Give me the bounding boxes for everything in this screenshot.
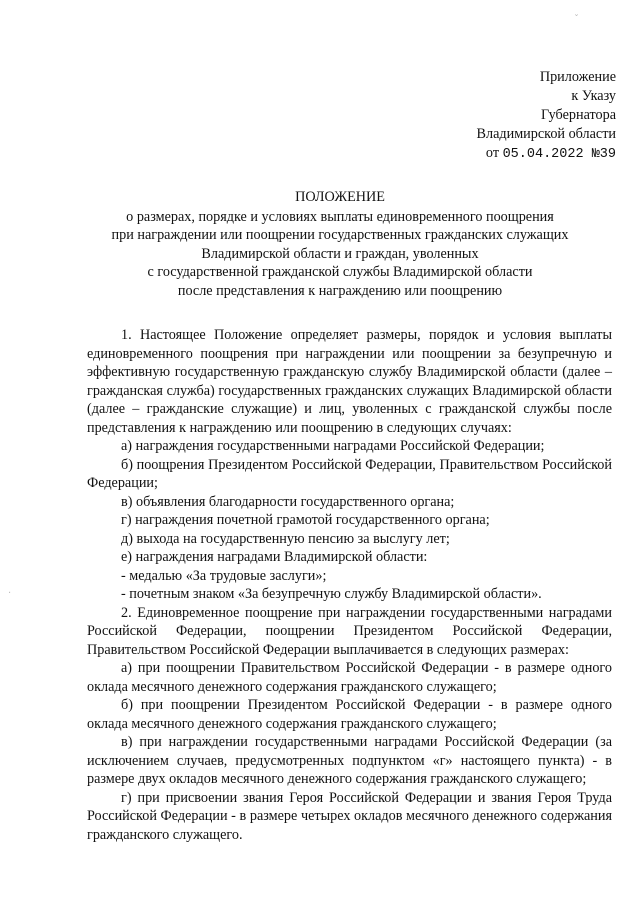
appendix-date-number: 05.04.2022 №39 xyxy=(502,147,616,162)
list-item: г) при присвоении звания Героя Российской Федерации и звания Героя Труда Российской Федерации - в размере четырех окладов месячного денежного содержания гражданского служащего. xyxy=(87,789,612,843)
appendix-line: Владимирской области xyxy=(476,126,616,142)
title-line: Владимирской области и граждан, уволенных xyxy=(201,245,479,262)
paragraph: 2. Единовременное поощрение при награждении государственными наградами Российской Федерации, поощрении Президентом Российской Федерации, Правительством Российской Федерации выплачивается в следующих размерах: xyxy=(87,604,612,658)
appendix-line: Губернатора xyxy=(540,107,616,123)
list-item: а) награждения государственными наградами Российской Федерации; xyxy=(121,438,545,454)
appendix-line: к Указу xyxy=(571,88,616,104)
paragraph: 1. Настоящее Положение определяет размеры, порядок и условия выплаты единовременного поощрения при награждении или поощрении за безупречную и эффективную государственную гражданскую службу Владимирской области (далее – гражданская служба) государственных гражданских служащих Владимирской области (далее – гражданские служащие) и лиц, уволенных с гражданской службы после представления к награждению или поощрению в следующих случаях: xyxy=(87,327,612,436)
list-item: в) объявления благодарности государственного органа; xyxy=(121,493,455,510)
list-item: б) при поощрении Президентом Российской Федерации - в размере одного оклада месячного денежного содержания гражданского служащего; xyxy=(87,697,612,732)
appendix-date xyxy=(477,144,616,164)
appendix-block xyxy=(477,68,616,164)
scan-speck: ˇ xyxy=(574,14,579,25)
list-item: е) награждения наградами Владимирской области: xyxy=(121,549,428,565)
title-heading: ПОЛОЖЕНИЕ xyxy=(295,189,385,205)
scan-speck: · xyxy=(8,588,12,599)
list-item: в) при награждении государственными наградами Российской Федерации (за исключением случаев, предусмотренных подпунктом «г» настоящего пункта) - в размере двух окладов месячного денежного содержания гражданского служащего; xyxy=(87,734,612,787)
appendix-date-prefix: от xyxy=(485,145,500,161)
list-item: - почетным знаком «За безупречную службу Владимирской области». xyxy=(121,586,542,602)
document-title xyxy=(70,188,610,300)
appendix-line: Приложение xyxy=(539,69,616,85)
document-body xyxy=(87,326,612,844)
title-line: при награждении или поощрении государственных гражданских служащих xyxy=(111,227,569,243)
list-item: г) награждения почетной грамотой государственного органа; xyxy=(121,512,490,528)
list-item: б) поощрения Президентом Российской Федерации, Правительством Российской Федерации; xyxy=(87,456,612,491)
title-line: после представления к награждению или поощрению xyxy=(177,282,503,299)
title-line: с государственной гражданской службы Владимирской области xyxy=(147,264,533,280)
list-item: - медалью «За трудовые заслуги»; xyxy=(121,567,327,584)
title-line: о размерах, порядке и условиях выплаты единовременного поощрения xyxy=(126,208,554,225)
list-item: а) при поощрении Правительством Российской Федерации - в размере одного оклада месячного денежного содержания гражданского служащего; xyxy=(87,660,612,695)
list-item: д) выхода на государственную пенсию за выслугу лет; xyxy=(121,530,450,547)
